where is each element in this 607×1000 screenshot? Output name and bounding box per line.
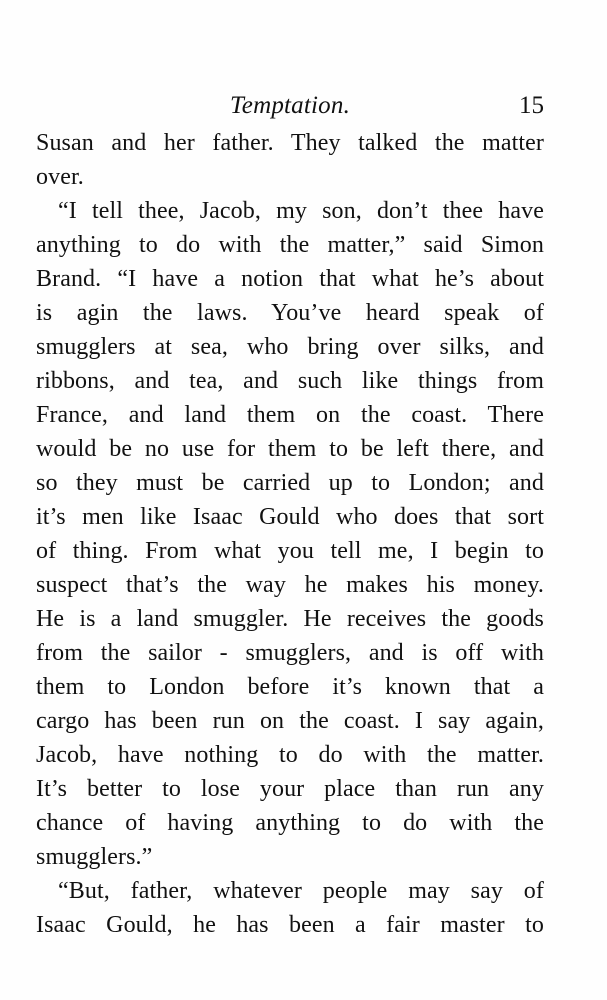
text-line: is agin the laws. You’ve heard speak of: [36, 300, 544, 326]
text-line: them to London before it’s known that a: [36, 674, 544, 700]
text-line: over.: [36, 164, 84, 190]
text-line: It’s better to lose your place than run any: [36, 776, 544, 802]
text-line: from the sailor - smugglers, and is off with: [36, 640, 544, 666]
text-line: smugglers.”: [36, 844, 153, 870]
running-title: Temptation.: [229, 92, 351, 119]
text-line: ribbons, and tea, and such like things from: [36, 368, 544, 394]
text-line: He is a land smuggler. He receives the goods: [36, 606, 544, 632]
text-line: it’s men like Isaac Gould who does that sort: [36, 504, 544, 530]
body-text: [36, 126, 544, 942]
text-line: “But, father, whatever people may say of: [58, 878, 544, 904]
text-line: chance of having anything to do with the: [36, 810, 544, 836]
text-line: France, and land them on the coast. There: [36, 402, 544, 428]
text-line: “I tell thee, Jacob, my son, don’t thee have: [58, 198, 544, 224]
text-line: Isaac Gould, he has been a fair master to: [36, 912, 544, 938]
text-line: Brand. “I have a notion that what he’s about: [36, 266, 544, 292]
text-line: cargo has been run on the coast. I say again,: [36, 708, 544, 734]
page-header: [36, 88, 544, 124]
text-line: anything to do with the matter,” said Simon: [36, 232, 544, 258]
text-line: would be no use for them to be left there, and: [36, 436, 544, 462]
page-number: 15: [519, 92, 544, 119]
text-line: Susan and her father. They talked the matter: [36, 130, 544, 156]
text-line: suspect that’s the way he makes his money.: [36, 572, 544, 598]
text-line: smugglers at sea, who bring over silks, and: [36, 334, 544, 360]
text-line: of thing. From what you tell me, I begin to: [36, 538, 544, 564]
text-line: Jacob, have nothing to do with the matter.: [36, 742, 544, 768]
text-line: so they must be carried up to London; and: [36, 470, 544, 496]
